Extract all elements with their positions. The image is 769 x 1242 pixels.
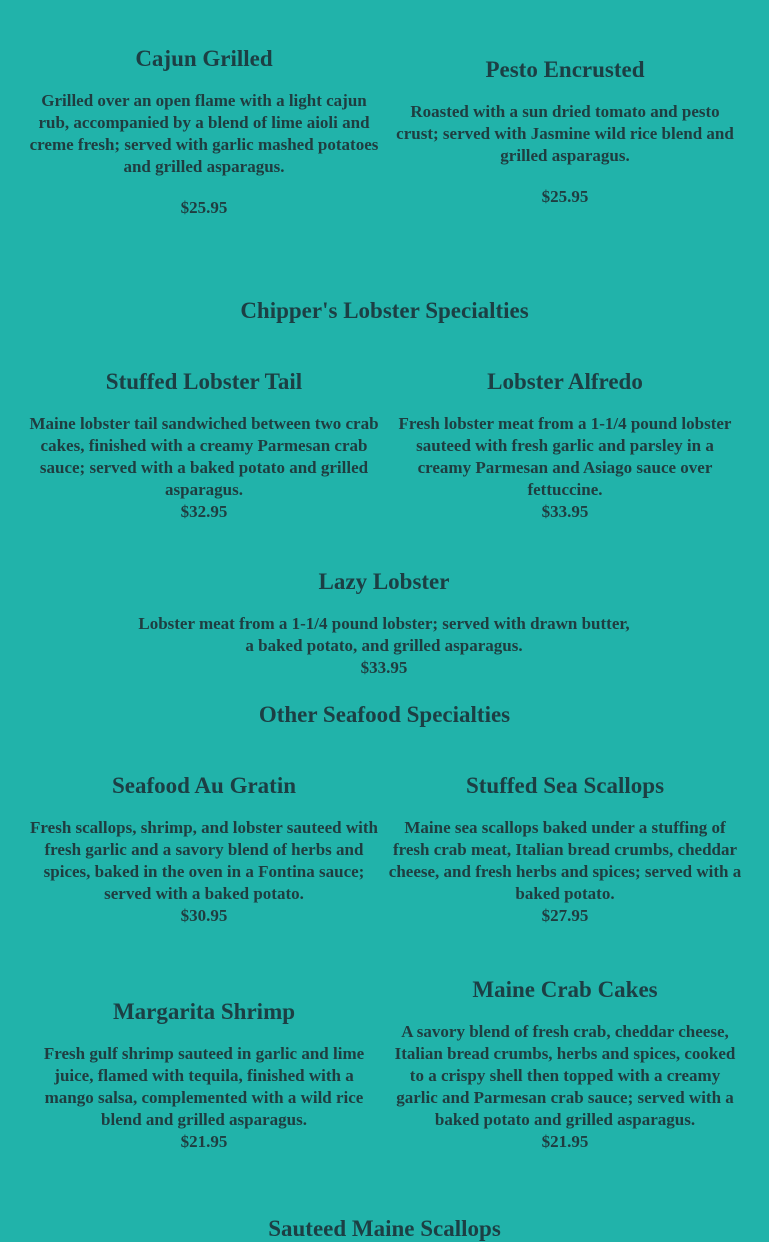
item-price: $25.95 [180,198,228,217]
menu-item-stuffed-lobster-tail [28,369,380,523]
item-description: Maine lobster tail sandwiched between two crab cakes, finished with a creamy Parmesan crab sauce; served with a baked potato and grilled asparagus. [29,414,379,499]
item-price: $33.95 [360,658,408,677]
item-price: $32.95 [180,502,228,521]
item-price: $21.95 [180,1132,228,1151]
cropped-heading-left [28,0,380,4]
menu-item-maine-crab-cakes [388,977,742,1153]
item-description: Roasted with a sun dried tomato and pesto crust; served with Jasmine wild rice blend and grilled asparagus. [396,102,734,165]
item-title: Maine Crab Cakes [472,977,658,1002]
section-heading-seafood: Other Seafood Specialties [258,702,511,727]
section-heading-scallops-cropped: Sauteed Maine Scallops [268,1216,501,1241]
menu-item-margarita-shrimp [28,999,380,1153]
item-price: $27.95 [541,906,589,925]
item-description: Fresh scallops, shrimp, and lobster sauteed with fresh garlic and a savory blend of herbs and spices, baked in the oven in a Fontina sauce; served with a baked potato. [30,818,378,903]
item-description: A savory blend of fresh crab, cheddar cheese, Italian bread crumbs, herbs and spices, cooked to a crispy shell then topped with a creamy garlic and Parmesan crab sauce; served with a baked potato and grilled asparagus. [394,1022,736,1129]
item-description: Lobster meat from a 1-1/4 pound lobster; served with drawn butter, a baked potato, and grilled asparagus. [138,614,630,655]
section-heading-lobster: Chipper's Lobster Specialties [240,298,529,323]
item-price: $25.95 [541,187,589,206]
item-title: Cajun Grilled [135,46,273,71]
item-price: $21.95 [541,1132,589,1151]
item-description: Maine sea scallops baked under a stuffing of fresh crab meat, Italian bread crumbs, cheddar cheese, and fresh herbs and spices; served with a baked potato. [388,818,742,903]
item-title: Stuffed Sea Scallops [465,773,665,798]
menu-item-seafood-au-gratin [28,773,380,927]
item-price: $33.95 [541,502,589,521]
menu-item-pesto-encrusted [388,57,742,208]
item-description: Fresh lobster meat from a 1-1/4 pound lobster sauteed with fresh garlic and parsley in a creamy Parmesan and Asiago sauce over fettuccine. [398,414,732,499]
menu-item-cajun-grilled [28,46,380,219]
menu-item-lazy-lobster [134,569,634,679]
menu-item-stuffed-sea-scallops [388,773,742,927]
item-title: Margarita Shrimp [112,999,296,1024]
item-title: Seafood Au Gratin [111,773,297,798]
item-description: Grilled over an open flame with a light cajun rub, accompanied by a blend of lime aioli and creme fresh; served with garlic mashed potatoes and grilled asparagus. [29,91,379,176]
item-description: Fresh gulf shrimp sauteed in garlic and lime juice, flamed with tequila, finished with a mango salsa, complemented with a wild rice blend and grilled asparagus. [43,1044,365,1129]
item-title: Lobster Alfredo [487,369,643,394]
item-price: $30.95 [180,906,228,925]
item-title: Lazy Lobster [318,569,450,594]
item-title: Stuffed Lobster Tail [105,369,303,394]
item-title: Pesto Encrusted [485,57,645,82]
menu-item-lobster-alfredo [388,369,742,523]
